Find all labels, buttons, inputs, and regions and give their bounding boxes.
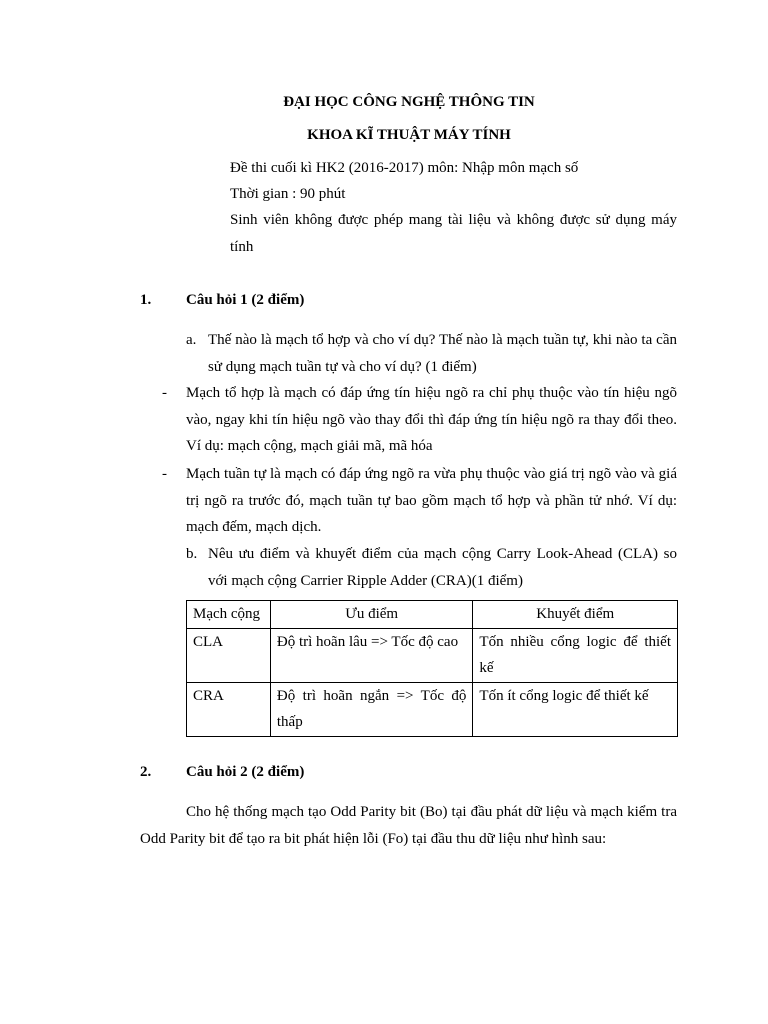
- exam-title: Đề thi cuối kì HK2 (2016-2017) môn: Nhập môn mạch số: [230, 160, 579, 176]
- q1-bullet-combinational: Mạch tổ hợp là mạch có đáp ứng tín hiệu ngõ ra chỉ phụ thuộc vào tín hiệu ngõ vào, ngay khi tín hiệu ngõ vào thay đổi thì đáp ứng tín hiệu ngõ ra thay đổi theo. Ví dụ: mạch cộng, mạch giải mã, mã hóa: [186, 385, 677, 454]
- table-header-cell: Ưu điểm: [270, 601, 473, 629]
- table-cell: Độ trì hoãn ngắn => Tốc độ thấp: [270, 682, 473, 736]
- q1b-marker: b.: [186, 546, 198, 562]
- exam-rule: Sinh viên không được phép mang tài liệu và không được sử dụng máy tính: [230, 212, 677, 255]
- q2-number: 2.: [140, 764, 152, 780]
- table-header-cell: Khuyết điểm: [473, 601, 678, 629]
- university-title: ĐẠI HỌC CÔNG NGHỆ THÔNG TIN: [283, 94, 535, 110]
- bullet-dash: -: [162, 466, 167, 482]
- table-cell: CRA: [187, 682, 271, 736]
- exam-duration: Thời gian : 90 phút: [230, 186, 346, 202]
- table-header-cell: Mạch cộng: [187, 601, 271, 629]
- table-row: [187, 682, 678, 736]
- table-row: [187, 628, 678, 682]
- q2-text: Cho hệ thống mạch tạo Odd Parity bit (Bo) tại đầu phát dữ liệu và mạch kiểm tra Odd Parity bit để tạo ra bit phát hiện lỗi (Fo) tại đầu thu dữ liệu như hình sau:: [140, 804, 677, 847]
- q1b-text: Nêu ưu điểm và khuyết điểm của mạch cộng Carry Look-Ahead (CLA) so với mạch cộng Carrier Ripple Adder (CRA)(1 điểm): [208, 546, 677, 589]
- table-cell: CLA: [187, 628, 271, 682]
- q1-bullet-sequential: Mạch tuần tự là mạch có đáp ứng ngõ ra vừa phụ thuộc vào giá trị ngõ vào và giá trị ngõ ra trước đó, mạch tuần tự bao gồm mạch tổ hợp và phần tử nhớ. Ví dụ: mạch đếm, mạch dịch.: [186, 466, 677, 535]
- q1-number: 1.: [140, 292, 152, 308]
- q2-title: Câu hỏi 2 (2 điểm): [186, 764, 305, 780]
- table-cell: Độ trì hoãn lâu => Tốc độ cao: [270, 628, 473, 682]
- table-cell: Tốn ít cổng logic để thiết kế: [473, 682, 678, 736]
- table-header-row: [187, 601, 678, 629]
- q1a-marker: a.: [186, 332, 197, 348]
- q1a-text: Thế nào là mạch tổ hợp và cho ví dụ? Thế nào là mạch tuần tự, khi nào ta cần sử dụng mạch tuần tự và cho ví dụ? (1 điểm): [208, 332, 677, 375]
- faculty-title: KHOA KĨ THUẬT MÁY TÍNH: [307, 127, 511, 143]
- q1-title: Câu hỏi 1 (2 điểm): [186, 292, 305, 308]
- table-cell: Tốn nhiều cổng logic để thiết kế: [473, 628, 678, 682]
- bullet-dash: -: [162, 385, 167, 401]
- comparison-table: [186, 600, 678, 737]
